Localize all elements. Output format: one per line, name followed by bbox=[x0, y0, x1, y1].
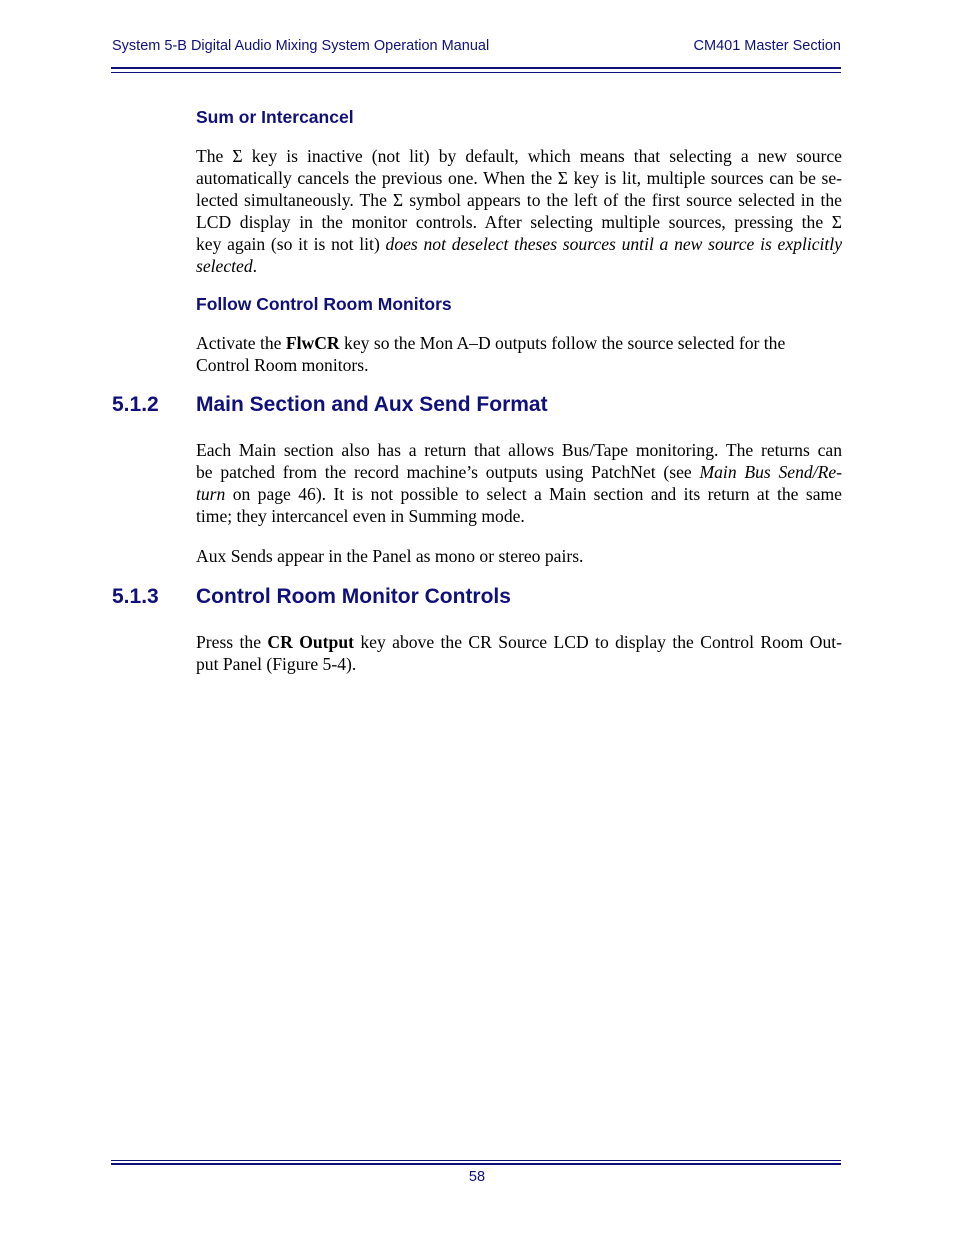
paragraph-aux-sends bbox=[196, 545, 842, 567]
section-number: 5.1.2 bbox=[112, 393, 159, 416]
text-run: Press the bbox=[196, 632, 268, 652]
text-line: Each Main section also has a return that allows Bus/Tape monitoring. The returns can bbox=[196, 440, 842, 460]
section-title: Control Room Monitor Controls bbox=[196, 585, 511, 608]
text-line bbox=[196, 255, 842, 277]
header-section-title: CM401 Master Section bbox=[693, 38, 841, 54]
text-run: key so the Mon A–D outputs follow the source selected for the bbox=[339, 333, 786, 353]
paragraph-main-section bbox=[196, 439, 842, 527]
text-run: Activate the bbox=[196, 333, 286, 353]
footer-rule-thin bbox=[111, 1160, 841, 1161]
text-line bbox=[196, 483, 842, 505]
text-run: on page 46). It is not possible to select a Main section and its return at the same bbox=[225, 484, 842, 504]
header-rule-thick bbox=[111, 67, 841, 69]
paragraph-sum-intercancel bbox=[196, 145, 842, 277]
text-run: . bbox=[252, 256, 258, 276]
page-number: 58 bbox=[468, 1169, 486, 1185]
text-line bbox=[196, 631, 842, 653]
text-line: The Σ key is inactive (not lit) by default, which means that selecting a new source bbox=[196, 146, 842, 166]
text-line bbox=[196, 233, 842, 255]
section-title: Main Section and Aux Send Format bbox=[196, 393, 548, 416]
text-run: key above the CR Source LCD to display the Control Room Out- bbox=[353, 632, 842, 652]
text-line: Aux Sends appear in the Panel as mono or stereo pairs. bbox=[196, 546, 584, 566]
cross-reference-link[interactable]: Main Bus Send/Re- bbox=[699, 462, 843, 482]
header-rule-thin bbox=[111, 72, 841, 73]
text-line: automatically cancels the previous one. When the Σ key is lit, multiple sources can be se- bbox=[196, 168, 842, 188]
text-line: Control Room monitors. bbox=[196, 355, 369, 375]
paragraph-follow-cr bbox=[196, 332, 842, 376]
paragraph-cr-monitor-controls bbox=[196, 631, 842, 675]
text-run: be patched from the record machine’s outputs using PatchNet (see bbox=[196, 462, 700, 482]
heading-follow-control-room-monitors: Follow Control Room Monitors bbox=[196, 294, 452, 314]
section-number: 5.1.3 bbox=[112, 585, 159, 608]
text-line: LCD display in the monitor controls. After selecting multiple sources, pressing the Σ bbox=[196, 212, 842, 232]
footer-rule-thick bbox=[111, 1163, 841, 1165]
heading-section-5-1-2 bbox=[112, 393, 548, 417]
cross-reference-link[interactable]: turn bbox=[196, 484, 226, 504]
text-line bbox=[196, 332, 842, 354]
text-run: key again (so it is not lit) bbox=[196, 234, 386, 254]
heading-sum-or-intercancel: Sum or Intercancel bbox=[196, 107, 354, 127]
emphasis-text: does not deselect theses sources until a new source is explicitly bbox=[385, 234, 843, 254]
key-name-cr-output: CR Output bbox=[267, 632, 354, 652]
heading-section-5-1-3 bbox=[112, 585, 511, 609]
text-line: lected simultaneously. The Σ symbol appears to the left of the first source selected in the bbox=[196, 190, 842, 210]
text-line: time; they intercancel even in Summing mode. bbox=[196, 506, 525, 526]
text-line: put Panel (Figure 5-4). bbox=[196, 654, 357, 674]
text-line bbox=[196, 461, 842, 483]
header-manual-title: System 5-B Digital Audio Mixing System Operation Manual bbox=[112, 38, 490, 54]
key-name-flwcr: FlwCR bbox=[285, 333, 340, 353]
emphasis-text: selected bbox=[196, 256, 253, 276]
